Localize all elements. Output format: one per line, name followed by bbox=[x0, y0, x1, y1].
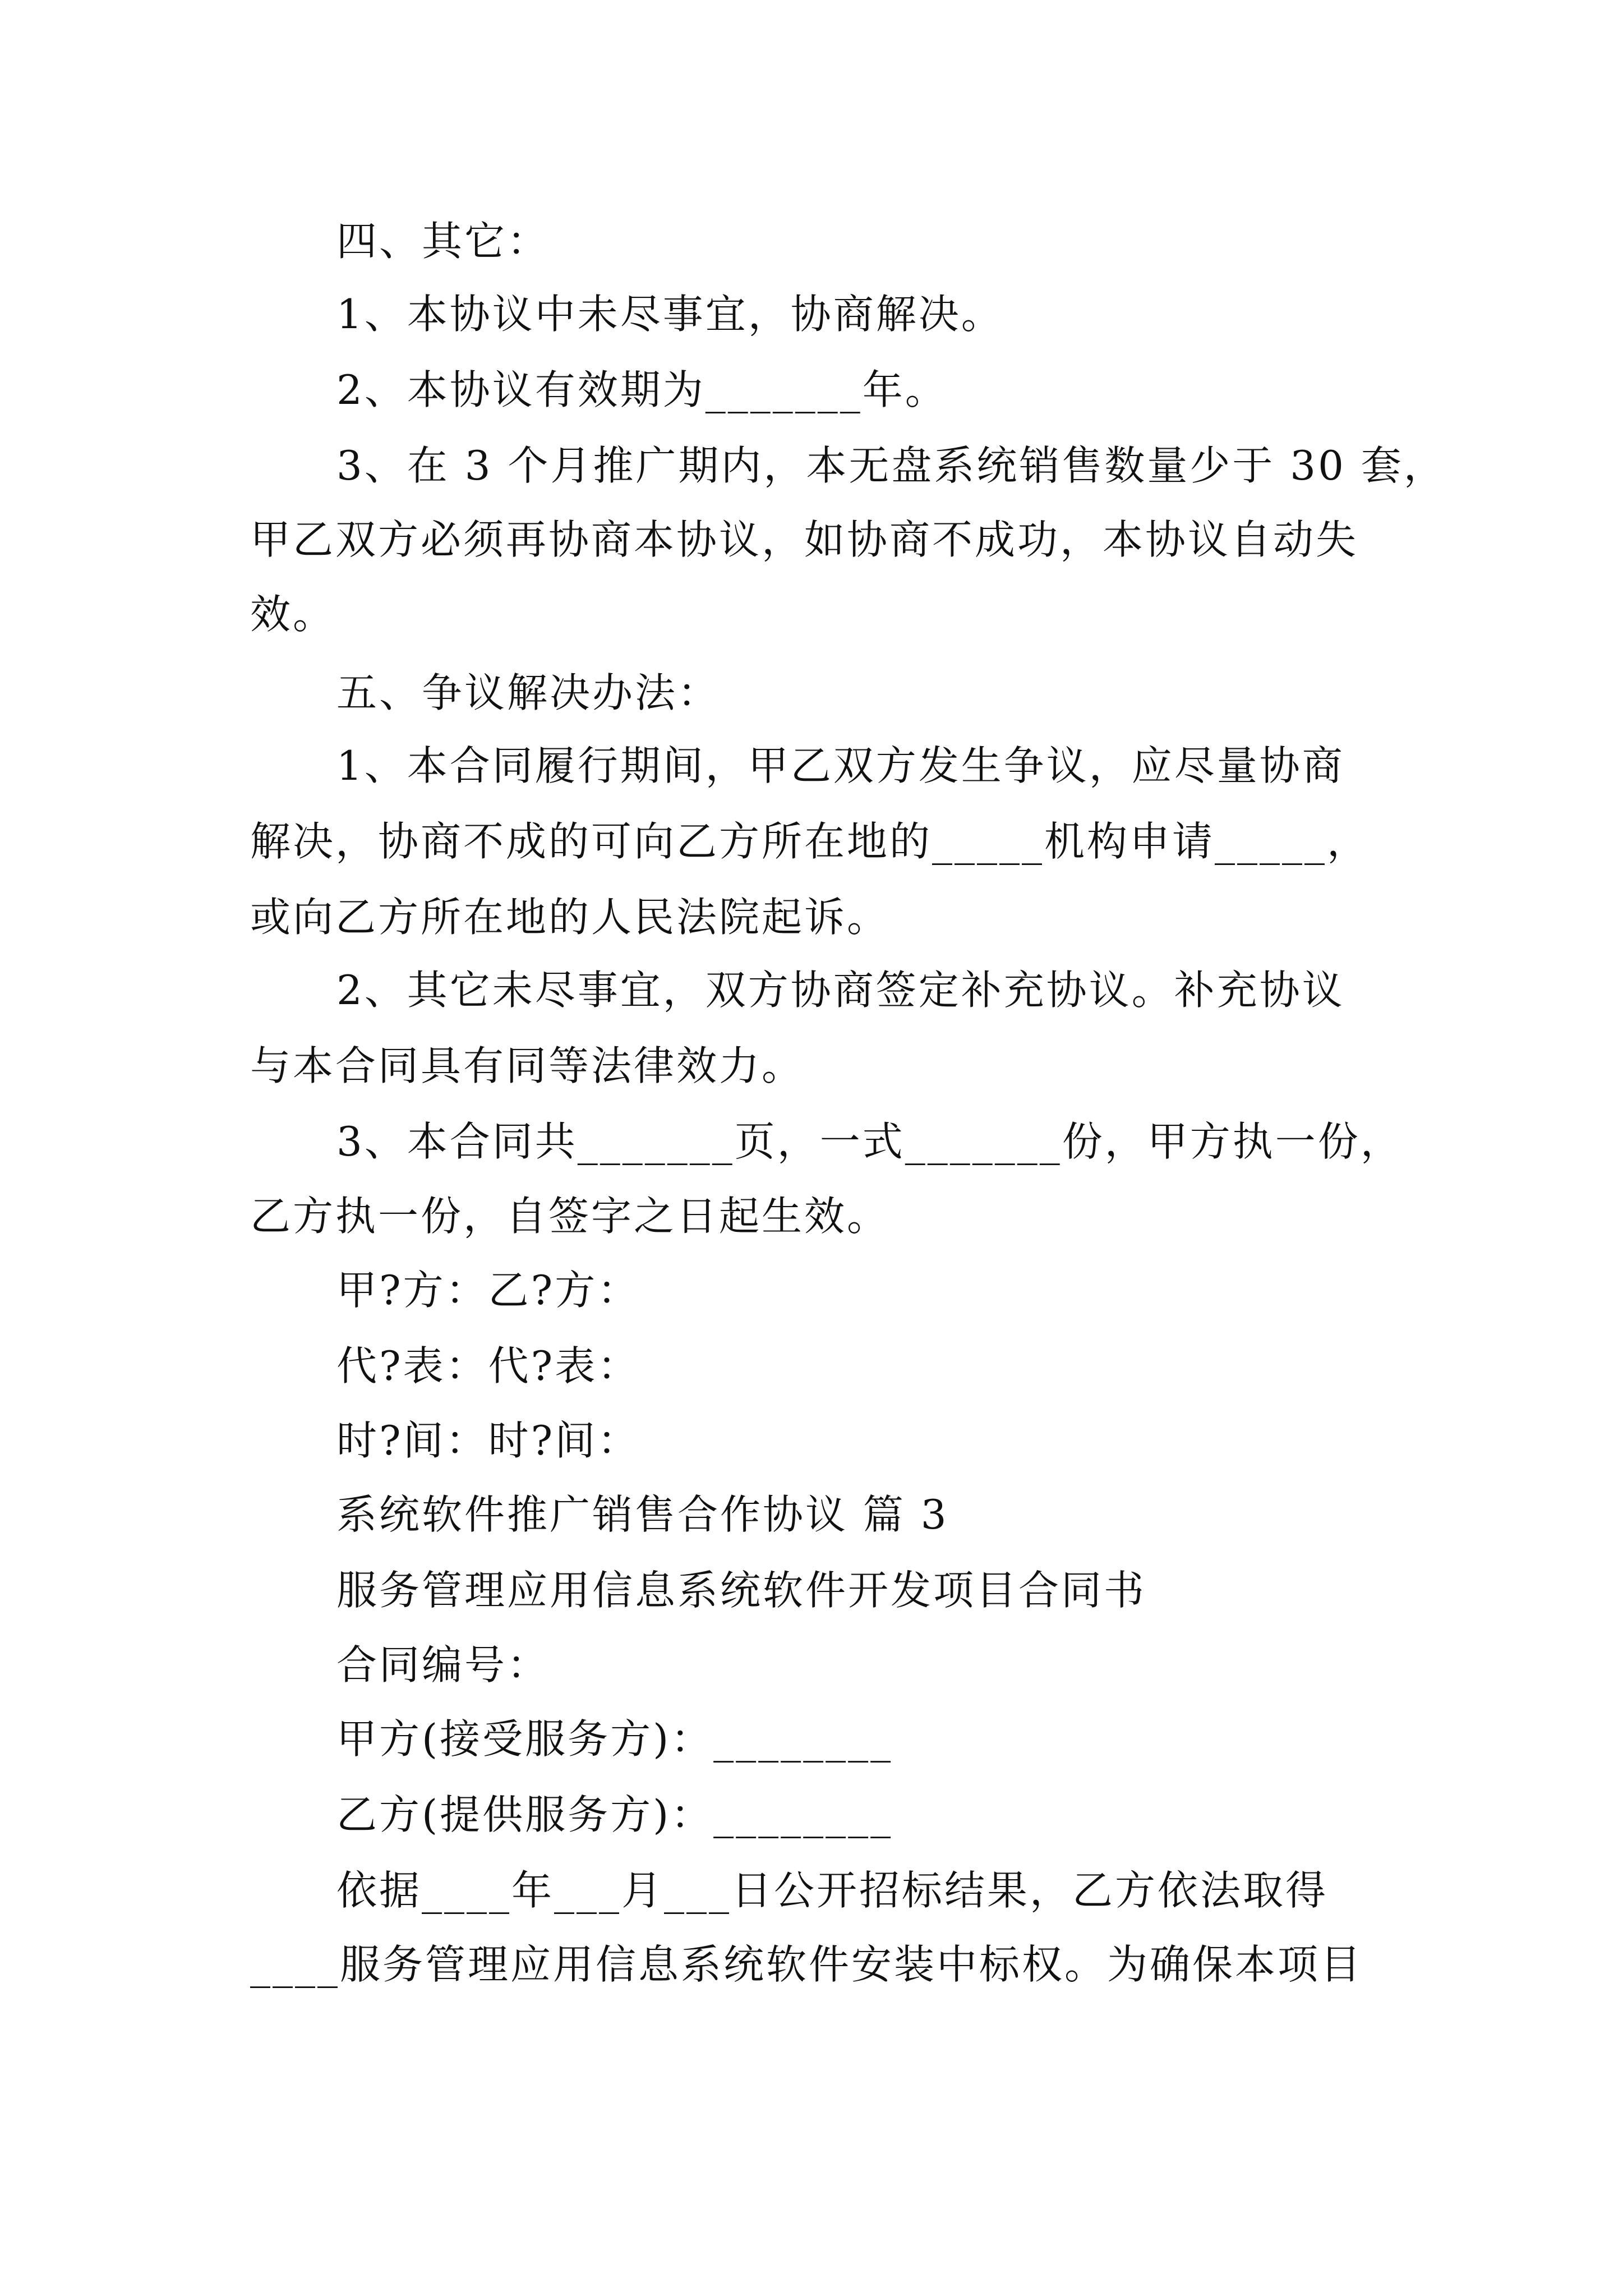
clause-other-1: 1、本协议中未尽事宜，协商解决。 bbox=[336, 291, 1004, 338]
basis-paragraph-line-1: 依据____年___月___日公开招标结果，乙方依法取得 bbox=[336, 1867, 1329, 1914]
section-heading-other: 四、其它： bbox=[336, 218, 550, 265]
signature-date-line: 时?间：时?间： bbox=[336, 1417, 640, 1464]
clause-dispute-1-line-3: 或向乙方所在地的人民法院起诉。 bbox=[250, 894, 890, 941]
clause-dispute-1-line-2: 解决，协商不成的可向乙方所在地的_____机构申请_____， bbox=[250, 818, 1370, 865]
clause-dispute-2-line-2: 与本合同具有同等法律效力。 bbox=[250, 1042, 805, 1089]
contract-title: 服务管理应用信息系统软件开发项目合同书 bbox=[336, 1567, 1147, 1614]
clause-dispute-2-line-1: 2、其它未尽事宜，双方协商签定补充协议。补充协议 bbox=[336, 967, 1345, 1014]
section-heading-dispute: 五、争议解决办法： bbox=[336, 669, 721, 716]
agreement-section-title: 系统软件推广销售合作协议 篇 3 bbox=[336, 1491, 949, 1538]
basis-paragraph-line-2: ____服务管理应用信息系统软件安装中标权。为确保本项目 bbox=[250, 1941, 1363, 1988]
clause-dispute-1-line-1: 1、本合同履行期间，甲乙双方发生争议，应尽量协商 bbox=[336, 742, 1345, 789]
clause-other-3-line-2: 甲乙双方必须再协商本协议，如协商不成功，本协议自动失 bbox=[250, 516, 1359, 563]
contract-number-label: 合同编号： bbox=[336, 1641, 550, 1688]
clause-other-3-line-1: 3、在 3 个月推广期内，本无盘系统销售数量少于 30 套， bbox=[336, 442, 1446, 489]
signature-representative-line: 代?表：代?表： bbox=[336, 1342, 640, 1389]
clause-other-3-line-3: 效。 bbox=[250, 591, 336, 638]
clause-dispute-3-line-1: 3、本合同共_______页，一式_______份，甲方执一份， bbox=[336, 1118, 1403, 1165]
clause-other-2: 2、本协议有效期为_______年。 bbox=[336, 366, 948, 413]
party-a-label: 甲方(接受服务方)：________ bbox=[336, 1715, 893, 1763]
signature-party-line: 甲?方：乙?方： bbox=[336, 1267, 640, 1314]
clause-dispute-3-line-2: 乙方执一份，自签字之日起生效。 bbox=[250, 1193, 890, 1240]
party-b-label: 乙方(提供服务方)：________ bbox=[336, 1791, 893, 1838]
